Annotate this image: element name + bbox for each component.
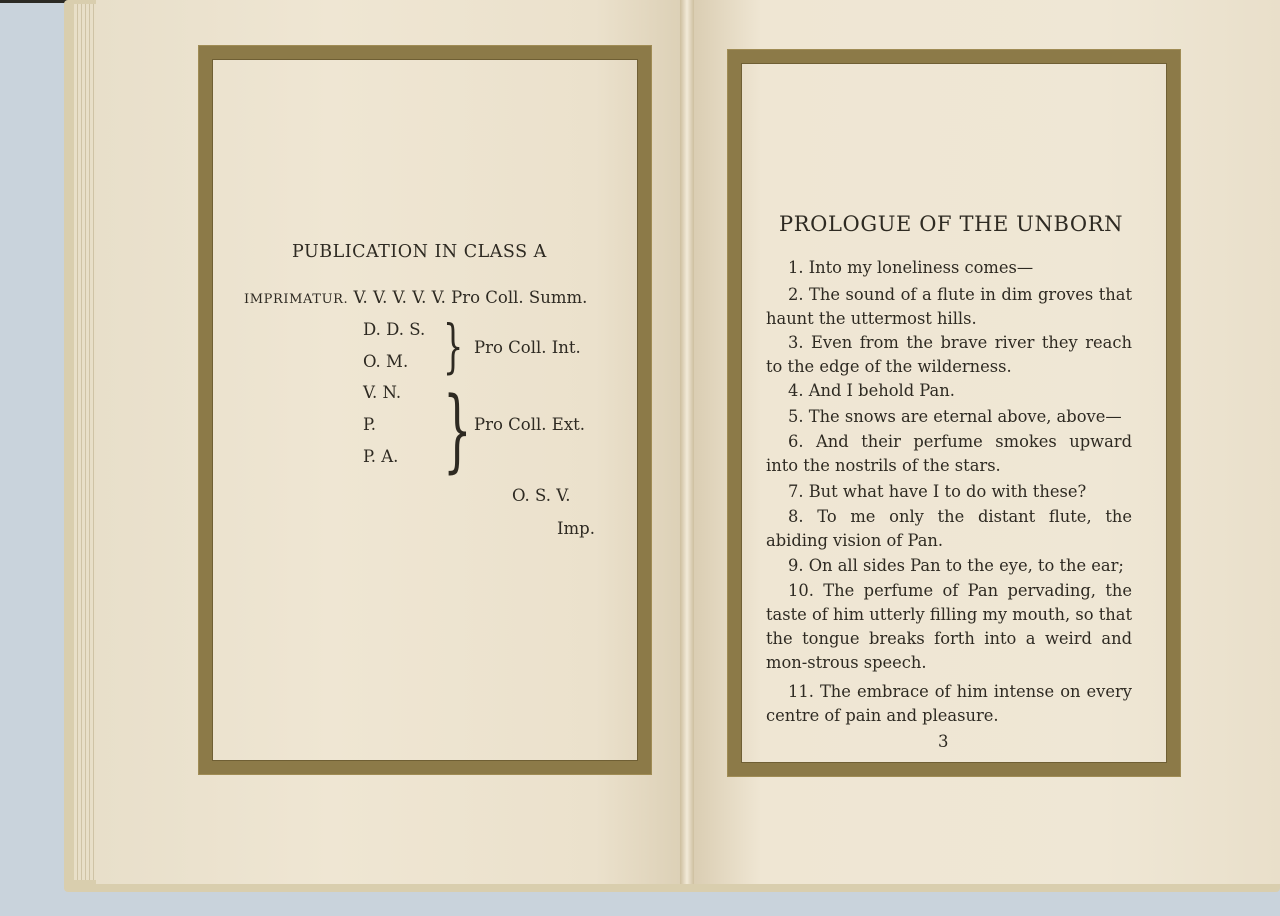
ext-initial: V. N.	[363, 383, 402, 402]
page-number: 3	[938, 732, 949, 751]
verse: 3. Even from the brave river they reach to the edge of the wilderness.	[766, 333, 1132, 376]
publication-heading: PUBLICATION IN CLASS A	[292, 242, 547, 262]
ext-initial: P.	[363, 415, 377, 434]
verse: 8. To me only the distant flute, the abiding vision of Pan.	[766, 507, 1132, 550]
signature-role: Imp.	[557, 519, 595, 538]
int-initial: O. M.	[363, 352, 409, 371]
verse: 11. The embrace of him intense on every centre of pain and pleasure.	[766, 682, 1132, 725]
left-page-border	[199, 46, 651, 774]
prologue-heading: PROLOGUE OF THE UNBORN	[779, 212, 1124, 236]
summ-initials: V. V. V. V. V.	[353, 288, 446, 307]
imprimatur-label: IMPRIMATUR.	[244, 292, 349, 307]
verse: 2. The sound of a flute in dim groves that haunt the uttermost hills.	[766, 285, 1132, 328]
brace-ext: }	[443, 378, 472, 483]
book-gutter	[680, 0, 694, 884]
verse: 10. The perfume of Pan pervading, the taste of him utterly filling my mouth, so that the tongue breaks forth into a weird and mon-strous speech.	[766, 581, 1132, 672]
verse: 1. Into my loneliness comes—	[788, 258, 1034, 277]
verse: 4. And I behold Pan.	[788, 381, 955, 400]
imprimatur-line	[244, 288, 587, 307]
int-initial: D. D. S.	[363, 320, 426, 339]
verse: 7. But what have I to do with these?	[788, 482, 1087, 501]
verse: 5. The snows are eternal above, above—	[788, 407, 1122, 426]
verse: 6. And their perfume smokes upward into the nostrils of the stars.	[766, 432, 1132, 475]
brace-int: }	[443, 312, 464, 380]
ext-label: Pro Coll. Ext.	[474, 415, 585, 434]
int-label: Pro Coll. Int.	[474, 338, 581, 357]
verse: 9. On all sides Pan to the eye, to the ear;	[788, 556, 1124, 575]
signature: O. S. V.	[512, 486, 571, 505]
ext-initial: P. A.	[363, 447, 399, 466]
summ-label: Pro Coll. Summ.	[451, 288, 588, 307]
